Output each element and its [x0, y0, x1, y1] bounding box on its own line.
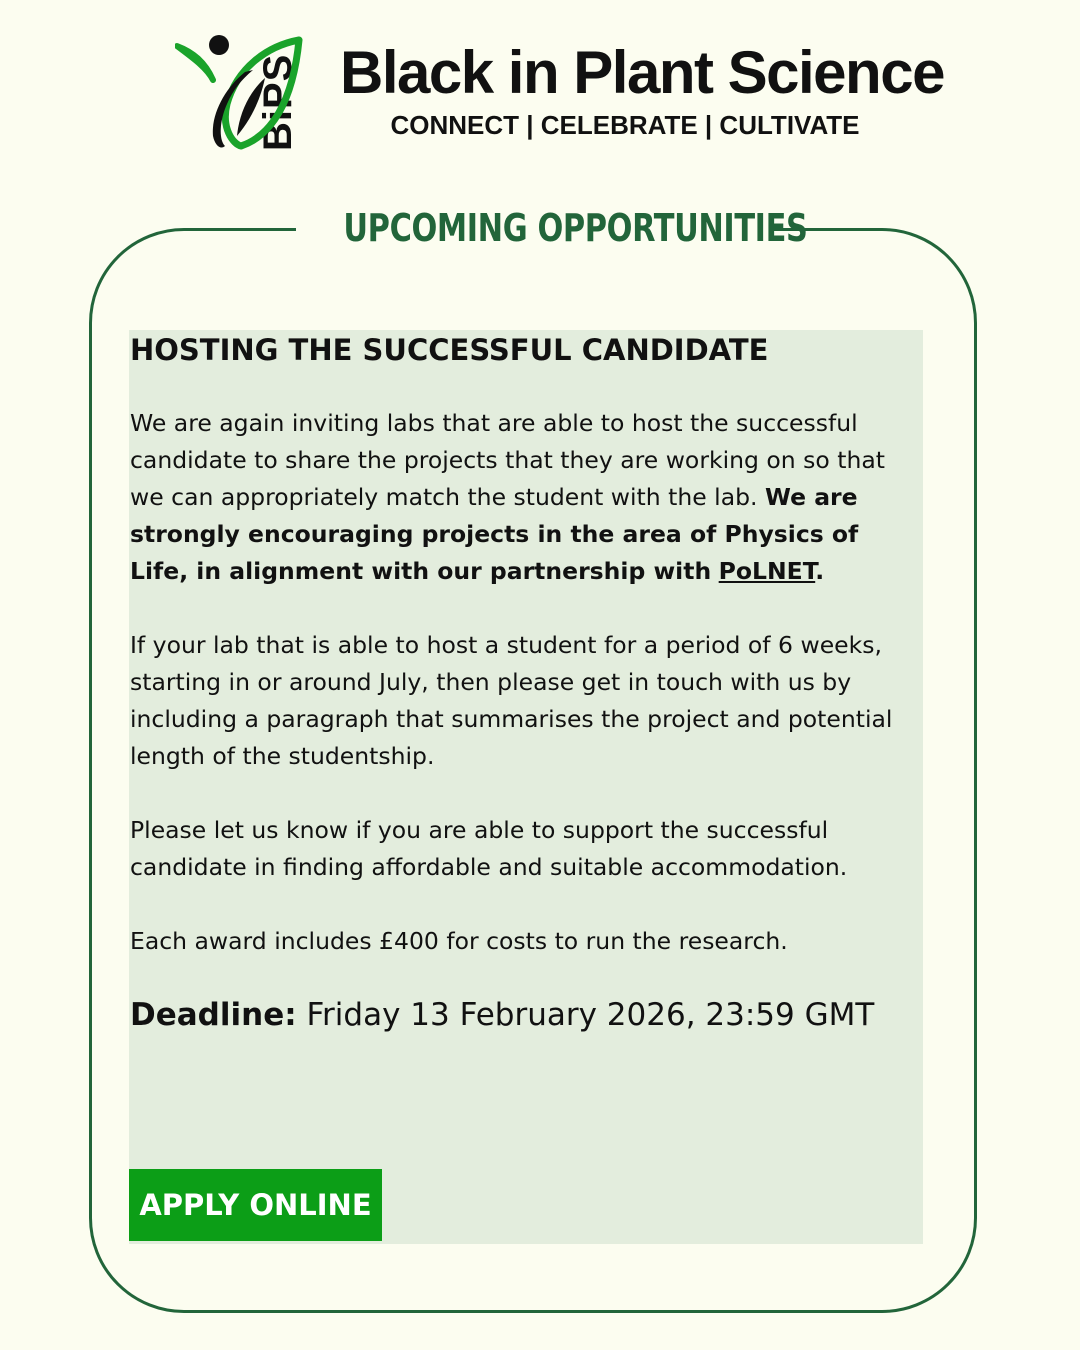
intro-emphasis: We are strongly encouraging projects in the area of Physics of Life, in alignment with our partnership with — [130, 483, 859, 585]
accommodation-paragraph: Please let us know if you are able to support the successful candidate in finding affordable and suitable accommodation. — [130, 816, 848, 881]
card-heading: HOSTING THE SUCCESSFUL CANDIDATE — [130, 333, 769, 367]
polnet-link[interactable]: PoLNET — [718, 557, 816, 585]
award-paragraph: Each award includes £400 for costs to run the research. — [130, 927, 788, 955]
deadline — [130, 993, 920, 1037]
intro-paragraph — [130, 405, 920, 590]
logo-wordmark: BiPS — [256, 53, 300, 151]
hosting-paragraph: If your lab that is able to host a student for a period of 6 weeks, starting in or around July, then please get in touch with us by including a paragraph that summarises the project and potential length of the studentship. — [130, 631, 893, 770]
brand-tagline: CONNECT | CELEBRATE | CULTIVATE — [390, 110, 860, 140]
deadline-label: Deadline: — [130, 997, 297, 1033]
brand-title: Black in Plant Science — [340, 39, 944, 106]
section-title: UPCOMING OPPORTUNITIES — [343, 206, 808, 250]
deadline-value: Friday 13 February 2026, 23:59 GMT — [306, 997, 875, 1033]
intro-period: . — [815, 557, 825, 585]
apply-online-button[interactable]: APPLY ONLINE — [129, 1169, 382, 1241]
intro-text: We are again inviting labs that are able to host the successful candidate to share the projects that they are working on so that we can appropriately match the student with the lab. — [130, 409, 885, 511]
leaf-figure-icon — [175, 32, 305, 152]
header — [0, 0, 1080, 170]
